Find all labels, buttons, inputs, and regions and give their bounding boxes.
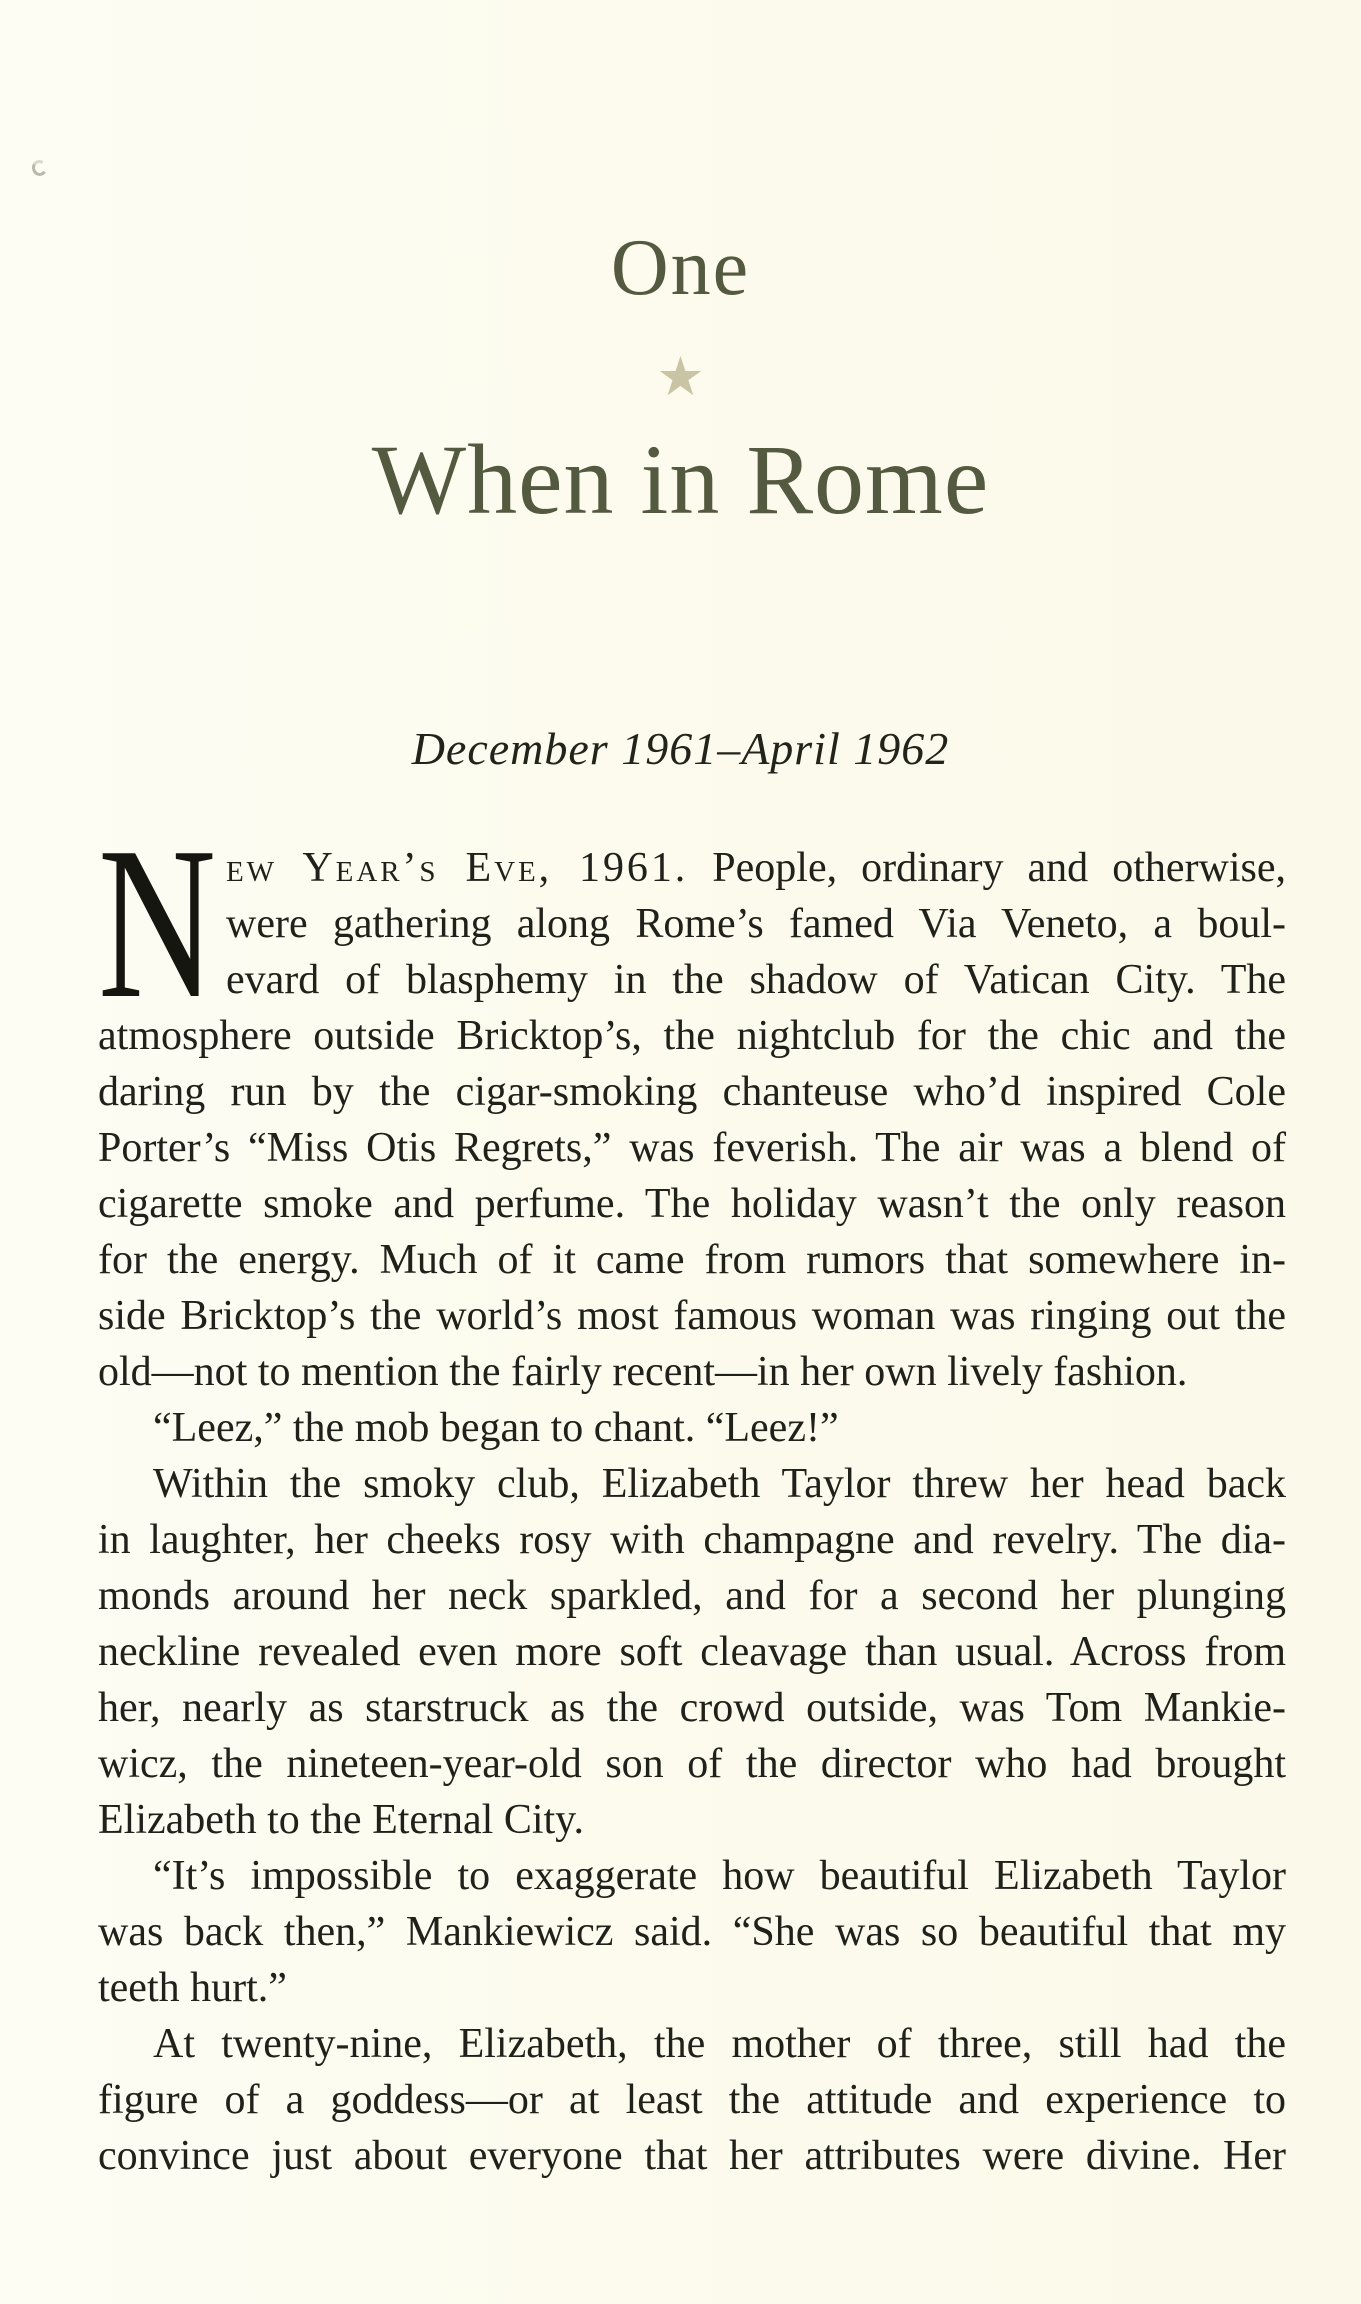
body-text	[98, 803, 1286, 2184]
text-line: evard of blasphemy in the shadow of Vatican City. The	[226, 957, 1286, 1003]
text-line: “Leez,” the mob began to chant. “Leez!”	[153, 1405, 839, 1451]
text-line: At twenty-nine, Elizabeth, the mother of three, still had the	[153, 2021, 1286, 2067]
chapter-number: One	[610, 224, 751, 312]
text-line: figure of a goddess—or at least the attitude and experience to	[98, 2077, 1286, 2123]
chapter-date-range: December 1961–April 1962	[411, 723, 950, 774]
text-line: her, nearly as starstruck as the crowd outside, was Tom Mankie-	[98, 1685, 1286, 1731]
text-line: convince just about everyone that her attributes were divine. Her	[98, 2133, 1286, 2179]
text-line: were gathering along Rome’s famed Via Veneto, a boul-	[226, 901, 1286, 947]
text-line: old—not to mention the fairly recent—in her own lively fashion.	[98, 1349, 1188, 1395]
text-line: was back then,” Mankiewicz said. “She was so beautiful that my	[98, 1909, 1286, 1955]
text-line: side Bricktop’s the world’s most famous woman was ringing out the	[98, 1293, 1286, 1339]
small-caps-opener: ew Year’s Eve, 1961.	[226, 845, 689, 891]
text-line: for the energy. Much of it came from rumors that somewhere in-	[98, 1237, 1286, 1283]
text-line: ew Year’s Eve, 1961. People, ordinary and otherwise,	[226, 845, 1286, 891]
paragraph	[98, 1456, 1286, 1848]
star-icon: ★	[656, 345, 705, 408]
paragraph	[98, 803, 1286, 1400]
text-line: wicz, the nineteen-year-old son of the director who had brought	[98, 1741, 1286, 1787]
scan-speck-artifact	[31, 159, 49, 178]
text-line: “It’s impossible to exaggerate how beautiful Elizabeth Taylor	[153, 1853, 1286, 1899]
text-line: monds around her neck sparkled, and for a second her plunging	[98, 1573, 1286, 1619]
paragraph	[98, 1848, 1286, 2016]
text-line: teeth hurt.”	[98, 1965, 287, 2011]
paragraph	[98, 2016, 1286, 2184]
text-line: Elizabeth to the Eternal City.	[98, 1797, 584, 1843]
text-line: Porter’s “Miss Otis Regrets,” was feverish. The air was a blend of	[98, 1125, 1286, 1171]
text-line: cigarette smoke and perfume. The holiday wasn’t the only reason	[98, 1181, 1286, 1227]
text-line: daring run by the cigar-smoking chanteuse who’d inspired Cole	[98, 1069, 1286, 1115]
chapter-title: When in Rome	[371, 424, 990, 535]
drop-cap: N	[98, 803, 217, 1044]
text-line: atmosphere outside Bricktop’s, the nightclub for the chic and the	[98, 1013, 1286, 1059]
text-line: in laughter, her cheeks rosy with champagne and revelry. The dia-	[98, 1517, 1286, 1563]
text-line: neckline revealed even more soft cleavage than usual. Across from	[98, 1629, 1286, 1675]
paragraph	[98, 1400, 1286, 1456]
text-line: Within the smoky club, Elizabeth Taylor threw her head back	[153, 1461, 1286, 1507]
